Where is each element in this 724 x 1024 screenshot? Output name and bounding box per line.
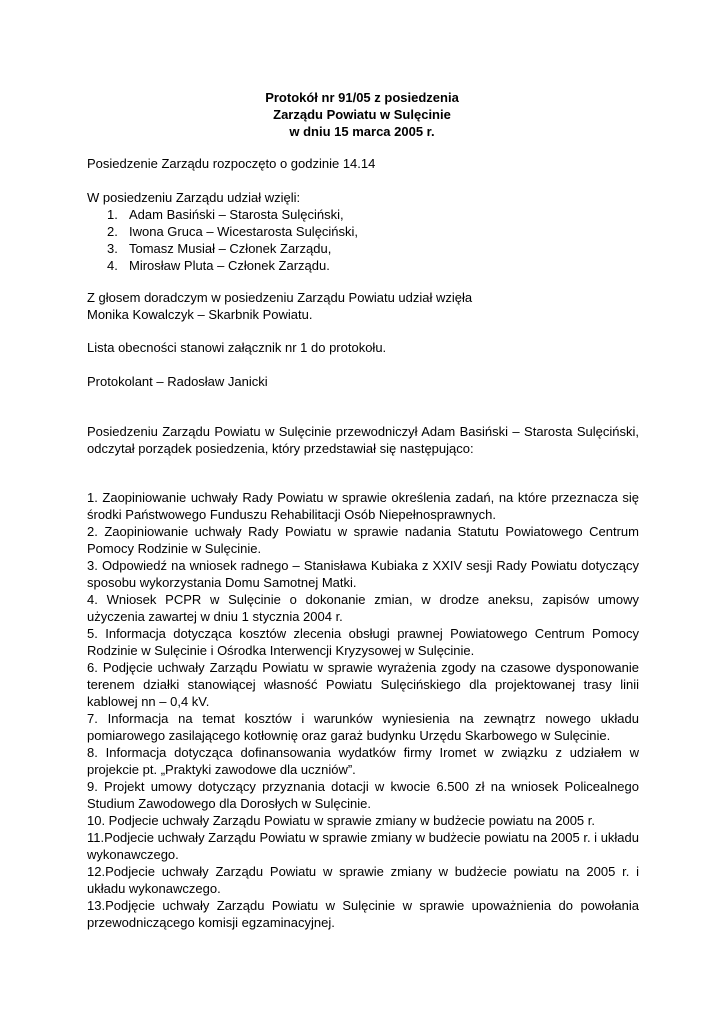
attendee-item: 3. Tomasz Musiał – Członek Zarządu, xyxy=(107,241,332,256)
attendee-item: 2. Iwona Gruca – Wicestarosta Sulęciński, xyxy=(107,224,359,239)
document-title xyxy=(0,89,724,140)
attendance-list xyxy=(87,206,358,274)
agenda-item: 6. Podjęcie uchwały Zarządu Powiatu w sprawie wyrażenia zgody na czasowe dysponowanie terenem działki stanowiącej własność Powiatu Sulęcińskiego dla projektowanej trasy linii kablowej nn – 0,4 kV. xyxy=(87,660,639,709)
chair-paragraph: Posiedzeniu Zarządu Powiatu w Sulęcinie przewodniczył Adam Basiński – Starosta Sulęciński, odczytał porządek posiedzenia, który przedstawiał się następująco: xyxy=(87,424,639,456)
attendee-item: 1. Adam Basiński – Starosta Sulęciński, xyxy=(107,207,344,222)
agenda-item: 12.Podjecie uchwały Zarządu Powiatu w sprawie zmiany w budżecie powiatu na 2005 r. i układu wykonawczego. xyxy=(87,864,639,896)
title-line-2: Zarządu Powiatu w Sulęcinie xyxy=(273,107,451,122)
agenda-item: 3. Odpowiedź na wniosek radnego – Stanisława Kubiaka z XXIV sesji Rady Powiatu dotyczący sposobu wykorzystania Domu Samotnej Matki. xyxy=(87,558,639,590)
title-line-3: w dniu 15 marca 2005 r. xyxy=(289,124,435,139)
agenda-item: 5. Informacja dotycząca kosztów zlecenia obsługi prawnej Powiatowego Centrum Pomocy Rodzinie w Sulęcinie i Ośrodka Interwencji Kryzysowej w Sulęcinie. xyxy=(87,626,639,658)
agenda-item: 10. Podjecie uchwały Zarządu Powiatu w sprawie zmiany w budżecie powiatu na 2005 r. xyxy=(87,813,595,828)
advisory-paragraph: Z głosem doradczym w posiedzeniu Zarządu Powiatu udział wzięła Monika Kowalczyk – Skarbnik Powiatu. xyxy=(87,290,473,322)
opening-statement: Posiedzenie Zarządu rozpoczęto o godzinie 14.14 xyxy=(87,156,376,171)
agenda-item: 2. Zaopiniowanie uchwały Rady Powiatu w sprawie nadania Statutu Powiatowego Centrum Pomocy Rodzinie w Sulęcinie. xyxy=(87,524,639,556)
attendance-intro: W posiedzeniu Zarządu udział wzięli: xyxy=(87,190,301,205)
attendance-list-note: Lista obecności stanowi załącznik nr 1 do protokołu. xyxy=(87,340,387,355)
agenda-item: 11.Podjecie uchwały Zarządu Powiatu w sprawie zmiany w budżecie powiatu na 2005 r. i układu wykonawczego. xyxy=(87,830,639,862)
agenda-item: 9. Projekt umowy dotyczący przyznania dotacji w kwocie 6.500 zł na wniosek Policealnego Studium Zawodowego dla Dorosłych w Sulęcinie. xyxy=(87,779,639,811)
attendee-item: 4. Mirosław Pluta – Członek Zarządu. xyxy=(107,258,330,273)
recorder-line: Protokolant – Radosław Janicki xyxy=(87,374,268,389)
title-line-1: Protokół nr 91/05 z posiedzenia xyxy=(265,90,459,105)
agenda-item: 7. Informacja na temat kosztów i warunków wyniesienia na zewnątrz nowego układu pomiarowego zasilającego kotłownię oraz garaż budynku Urzędu Skarbowego w Sulęcinie. xyxy=(87,711,639,743)
agenda-item: 1. Zaopiniowanie uchwały Rady Powiatu w sprawie określenia zadań, na które przeznacza się środki Państwowego Funduszu Rehabilitacji Osób Niepełnosprawnych. xyxy=(87,490,639,522)
agenda-item: 8. Informacja dotycząca dofinansowania wydatków firmy Iromet w związku z udziałem w projekcie pt. „Praktyki zawodowe dla uczniów”. xyxy=(87,745,639,777)
agenda-item: 13.Podjęcie uchwały Zarządu Powiatu w Sulęcinie w sprawie upoważnienia do powołania przewodniczącego komisji egzaminacyjnej. xyxy=(87,898,639,930)
agenda-item: 4. Wniosek PCPR w Sulęcinie o dokonanie zmian, w drodze aneksu, zapisów umowy użyczenia zawartej w dniu 1 stycznia 2004 r. xyxy=(87,592,639,624)
agenda-list xyxy=(87,489,639,931)
